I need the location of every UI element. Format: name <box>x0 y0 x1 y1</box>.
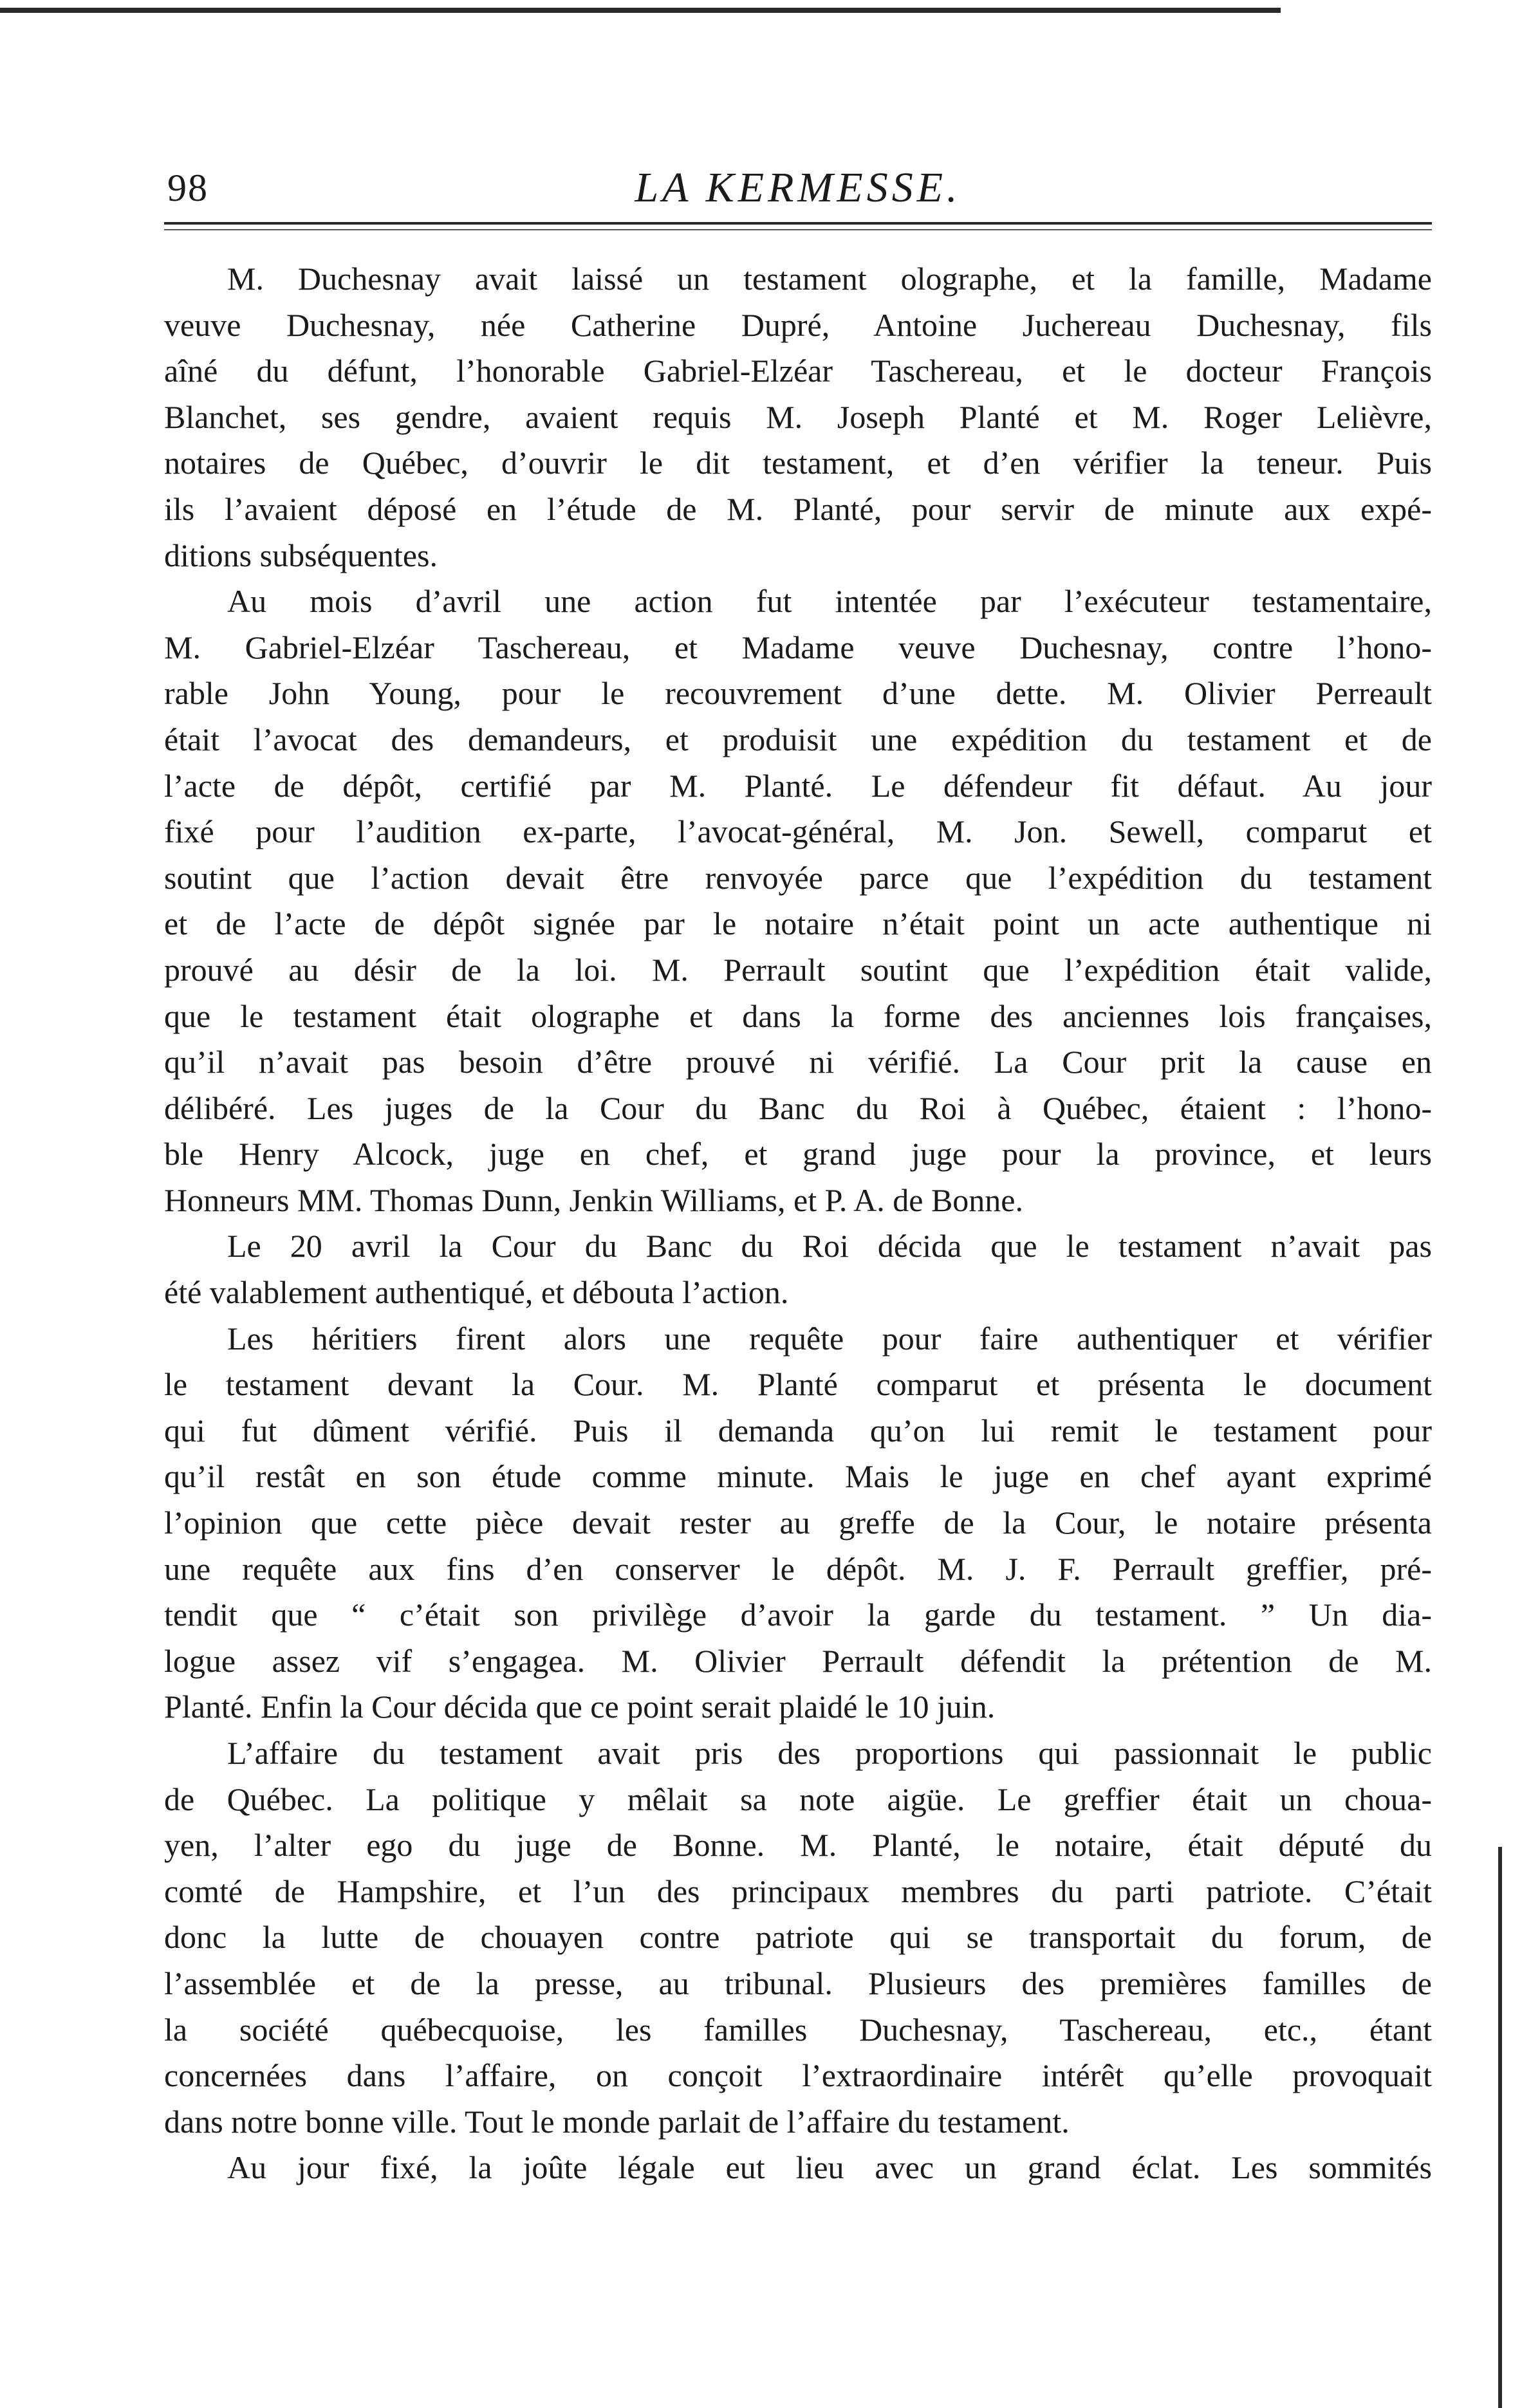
text-line: la société québecquoise, les familles Duchesnay, Taschereau, etc., étant <box>164 2011 1432 2048</box>
right-margin-rule <box>1498 1847 1502 2408</box>
text-line: l’opinion que cette pièce devait rester au greffe de la Cour, le notaire présenta <box>164 1505 1432 1541</box>
text-line: Au jour fixé, la joûte légale eut lieu avec un grand éclat. Les sommités <box>227 2149 1432 2186</box>
text-line: qui fut dûment vérifié. Puis il demanda qu’on lui remit le testament pour <box>164 1412 1432 1449</box>
text-line: ditions subséquentes. <box>164 537 438 573</box>
text-line: donc la lutte de chouayen contre patriote qui se transportait du forum, de <box>164 1919 1432 1956</box>
text-line: concernées dans l’affaire, on conçoit l’extraordinaire intérêt qu’elle provoquait <box>164 2057 1432 2094</box>
text-line: fixé pour l’audition ex-parte, l’avocat-général, M. Jon. Sewell, comparut et <box>164 813 1432 850</box>
text-line: Au mois d’avril une action fut intentée par l’exécuteur testamentaire, <box>227 583 1432 620</box>
paragraph <box>164 1316 1432 1730</box>
text-line: Planté. Enfin la Cour décida que ce point serait plaidé le 10 juin. <box>164 1689 996 1725</box>
text-line: était l’avocat des demandeurs, et produisit une expédition du testament et de <box>164 721 1432 757</box>
text-line: soutint que l’action devait être renvoyée parce que l’expédition du testament <box>164 859 1432 896</box>
text-line: Blanchet, ses gendre, avaient requis M. Joseph Planté et M. Roger Lelièvre, <box>164 398 1432 435</box>
paragraph <box>164 256 1432 579</box>
text-line: veuve Duchesnay, née Catherine Dupré, Antoine Juchereau Duchesnay, fils <box>164 306 1432 343</box>
text-line: L’affaire du testament avait pris des proportions qui passionnait le public <box>227 1735 1432 1771</box>
header-rule-thin <box>164 229 1432 230</box>
text-line: aîné du défunt, l’honorable Gabriel-Elzéar Taschereau, et le docteur François <box>164 353 1432 389</box>
header-rule <box>164 222 1432 225</box>
text-line: l’acte de dépôt, certifié par M. Planté. Le défendeur fit défaut. Au jour <box>164 767 1432 804</box>
text-line: l’assemblée et de la presse, au tribunal. Plusieurs des premières familles de <box>164 1965 1432 2001</box>
text-line: le testament devant la Cour. M. Planté comparut et présenta le document <box>164 1366 1432 1403</box>
text-line: prouvé au désir de la loi. M. Perrault soutint que l’expédition était valide, <box>164 951 1432 988</box>
paragraph <box>164 1730 1432 2145</box>
text-line: de Québec. La politique y mêlait sa note aigüe. Le greffier était un choua- <box>164 1781 1432 1817</box>
paragraph <box>164 579 1432 1223</box>
text-line: ble Henry Alcock, juge en chef, et grand juge pour la province, et leurs <box>164 1136 1432 1172</box>
text-line: qu’il n’avait pas besoin d’être prouvé ni vérifié. La Cour prit la cause en <box>164 1044 1432 1080</box>
text-line: ils l’avaient déposé en l’étude de M. Planté, pour servir de minute aux expé- <box>164 490 1432 527</box>
text-line: comté de Hampshire, et l’un des principaux membres du parti patriote. C’était <box>164 1873 1432 1909</box>
body-text <box>164 256 1432 2191</box>
running-title: LA KERMESSE. <box>635 164 961 211</box>
text-line: qu’il restât en son étude comme minute. Mais le juge en chef ayant exprimé <box>164 1458 1432 1495</box>
text-line: M. Gabriel-Elzéar Taschereau, et Madame veuve Duchesnay, contre l’hono- <box>164 629 1432 665</box>
page-header <box>167 154 1429 219</box>
text-line: logue assez vif s’engagea. M. Olivier Perrault défendit la prétention de M. <box>164 1642 1432 1679</box>
text-line: délibéré. Les juges de la Cour du Banc du Roi à Québec, étaient : l’hono- <box>164 1089 1432 1126</box>
page-number: 98 <box>167 167 209 209</box>
text-line: que le testament était olographe et dans la forme des anciennes lois françaises, <box>164 997 1432 1034</box>
text-line: et de l’acte de dépôt signée par le notaire n’était point un acte authentique ni <box>164 905 1432 942</box>
text-line: M. Duchesnay avait laissé un testament olographe, et la famille, Madame <box>227 261 1432 297</box>
text-line: rable John Young, pour le recouvrement d’une dette. M. Olivier Perreault <box>164 675 1432 712</box>
text-line: dans notre bonne ville. Tout le monde parlait de l’affaire du testament. <box>164 2103 1070 2140</box>
paragraph <box>164 1223 1432 1315</box>
text-line: Les héritiers firent alors une requête pour faire authentiquer et vérifier <box>227 1320 1432 1357</box>
paragraph <box>164 2145 1432 2191</box>
text-line: notaires de Québec, d’ouvrir le dit testament, et d’en vérifier la teneur. Puis <box>164 445 1432 481</box>
text-line: Honneurs MM. Thomas Dunn, Jenkin Williams, et P. A. de Bonne. <box>164 1181 1023 1218</box>
text-line: tendit que “ c’était son privilège d’avoir la garde du testament. ” Un dia- <box>164 1597 1432 1633</box>
text-line: été valablement authentiqué, et débouta l’action. <box>164 1274 789 1311</box>
text-line: Le 20 avril la Cour du Banc du Roi décida que le testament n’avait pas <box>227 1228 1432 1264</box>
text-line: yen, l’alter ego du juge de Bonne. M. Planté, le notaire, était député du <box>164 1827 1432 1864</box>
text-line: une requête aux fins d’en conserver le dépôt. M. J. F. Perrault greffier, pré- <box>164 1550 1432 1587</box>
top-border-rule <box>0 8 1281 13</box>
